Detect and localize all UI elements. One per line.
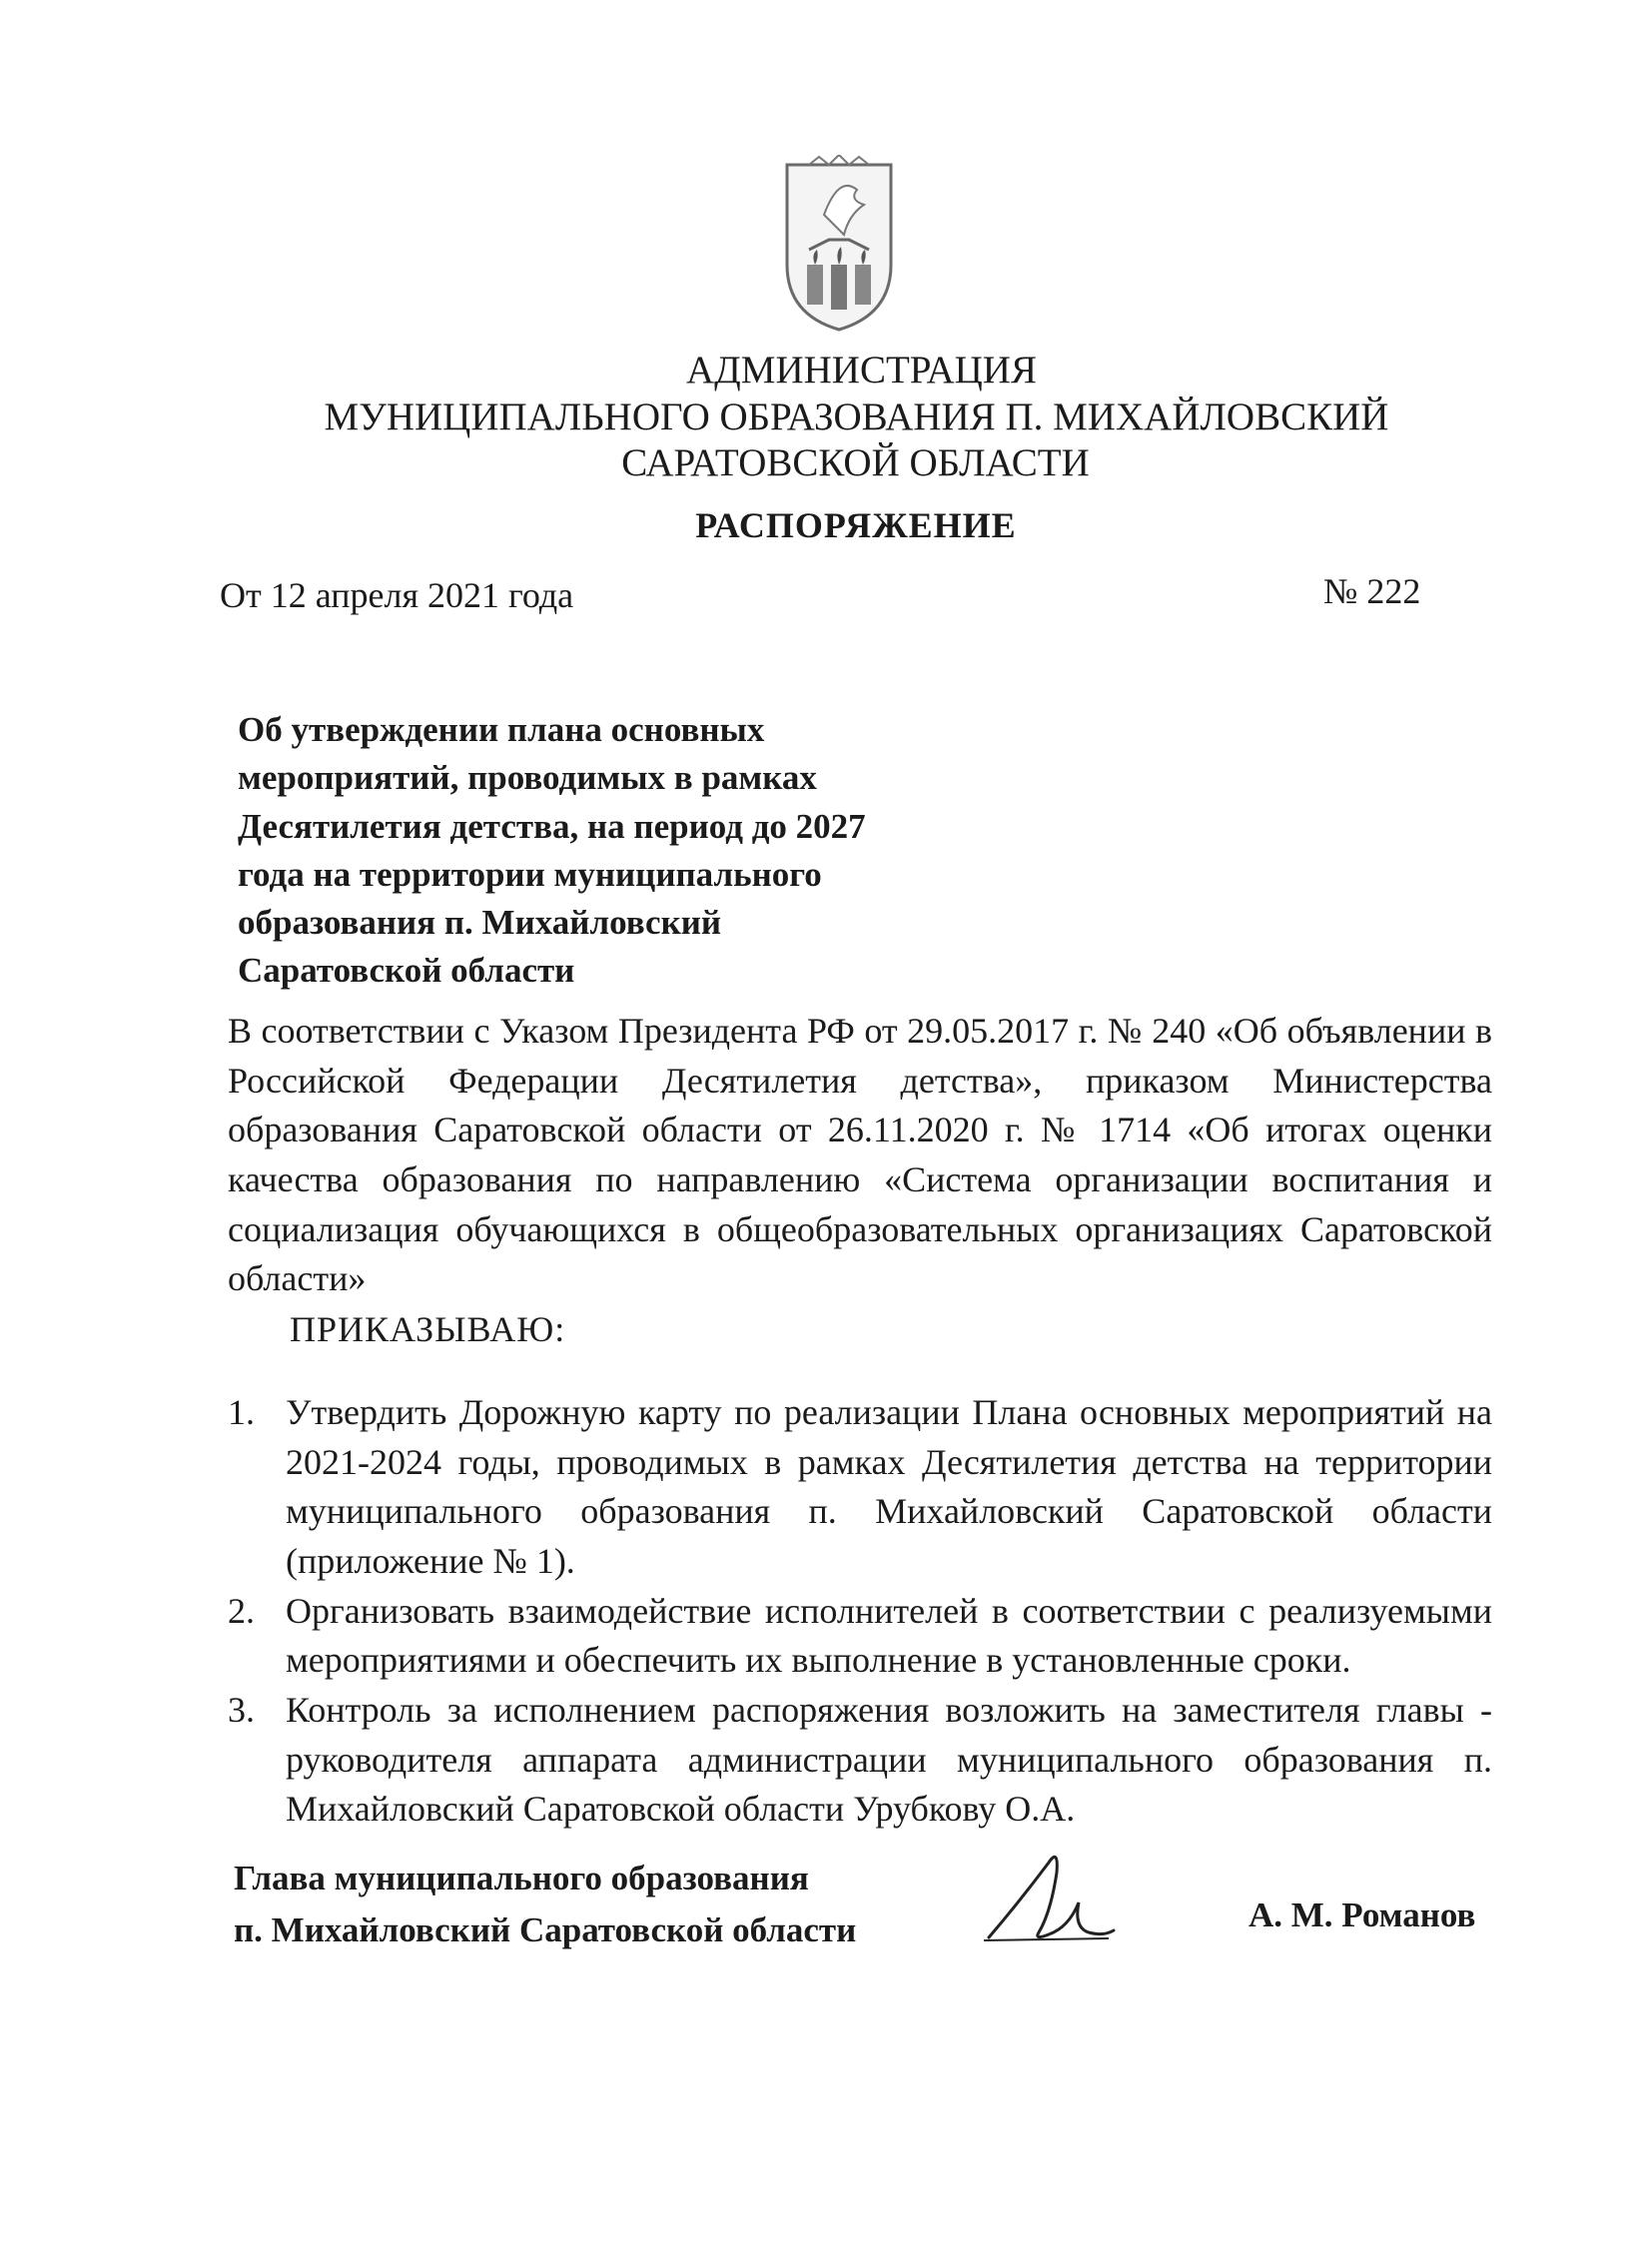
- document-type: РАСПОРЯЖЕНИЕ: [695, 505, 1017, 545]
- signatory-name: А. М. Романов: [1248, 1895, 1476, 1934]
- signatory-title-line-1: Глава муниципального образования: [234, 1859, 809, 1897]
- list-item: [228, 1686, 1492, 1835]
- subject-line: Саратовской области: [238, 951, 575, 991]
- signatory-title-line-2: п. Михайловский Саратовской области: [234, 1909, 857, 1949]
- header-line-2: МУНИЦИПАЛЬНОГО ОБРАЗОВАНИЯ П. МИХАЙЛОВСКИЙ: [324, 395, 1389, 438]
- order-word: ПРИКАЗЫВАЮ:: [290, 1309, 566, 1349]
- order-items-list: [228, 1388, 1492, 1835]
- signature-icon: [979, 1843, 1119, 1952]
- item-number: 2.: [228, 1590, 255, 1631]
- subject-line: Об утверждении плана основных: [238, 710, 765, 749]
- header-line-1: АДМИНИСТРАЦИЯ: [686, 349, 1037, 391]
- document-date: От 12 апреля 2021 года: [220, 575, 574, 615]
- header-line-3: САРАТОВСКОЙ ОБЛАСТИ: [621, 441, 1090, 484]
- subject-line: года на территории муниципального: [238, 854, 822, 894]
- item-number: 1.: [228, 1392, 255, 1432]
- coat-of-arms-icon: [779, 155, 899, 335]
- document-subject: [238, 706, 997, 996]
- item-text: Организовать взаимодействие исполнителей в соответствии с реализуемыми мероприятиями и обеспечить их выполнение в установленные сроки.: [286, 1590, 1492, 1681]
- item-number: 3.: [228, 1690, 255, 1731]
- document-number: № 222: [1323, 571, 1421, 611]
- preamble-paragraph: В соответствии с Указом Президента РФ от 29.05.2017 г. № 240 «Об объявлении в Российской Федерации Десятилетия детства», приказом Министерства образования Саратовской области от 26.11.2020 г. № 1714 «Об итогах оценки качества образования по направлению «Система организации воспитания и социализация обучающихся в общеобразовательных организациях Саратовской области»: [228, 1011, 1492, 1299]
- item-text: Контроль за исполнением распоряжения возложить на заместителя главы - руководителя аппарата администрации муниципального образования п. Михайловский Саратовской области Урубкову О.А.: [286, 1690, 1492, 1830]
- list-item: [228, 1587, 1492, 1686]
- subject-line: Десятилетия детства, на период до 2027: [238, 806, 866, 846]
- signatory-title: [234, 1853, 856, 1956]
- list-item: [228, 1388, 1492, 1587]
- item-text: Утвердить Дорожную карту по реализации Плана основных мероприятий на 2021-2024 годы, проводимых в рамках Десятилетия детства на территории муниципального образования п. Михайловский Саратовской области (приложение № 1).: [286, 1392, 1492, 1582]
- subject-line: мероприятий, проводимых в рамках: [238, 758, 817, 798]
- subject-line: образования п. Михайловский: [238, 903, 722, 943]
